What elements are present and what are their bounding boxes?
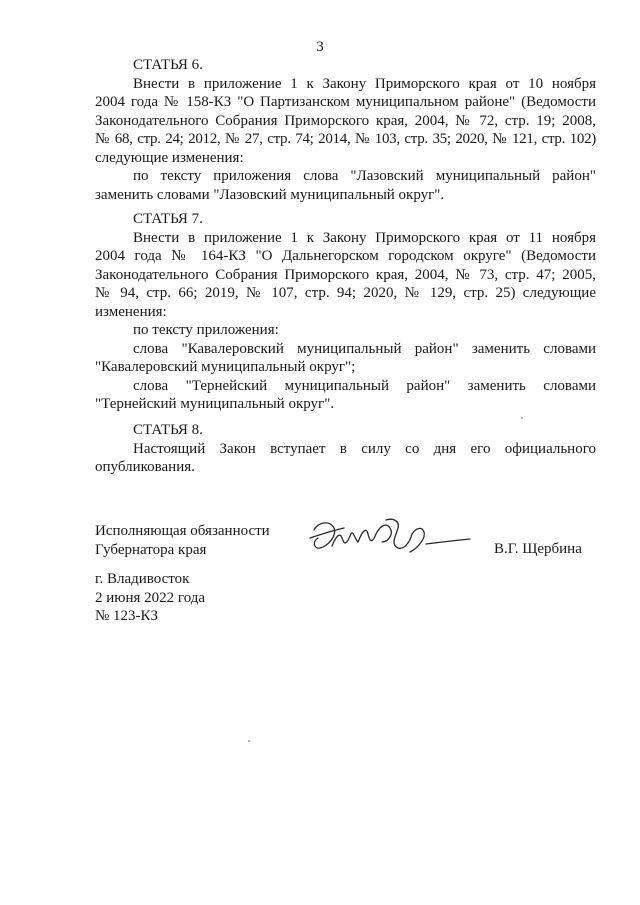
article-6-item-line-1: по тексту приложения слова "Лазовский муниципальный район" — [133, 168, 596, 184]
article-7-paragraph — [95, 229, 596, 322]
article-7-line-1: Внести в приложение 1 к Закону Приморского края от 11 ноября — [133, 229, 596, 246]
article-7 — [95, 210, 596, 414]
article-7-line-5: изменения: — [95, 303, 167, 320]
scan-speck — [248, 740, 250, 742]
article-6-line-1: Внести в приложение 1 к Закону Приморского края от 10 ноября — [133, 75, 596, 92]
article-6-heading: СТАТЬЯ 6. — [133, 57, 203, 73]
article-7-item-2 — [95, 377, 596, 414]
page-number: 3 — [316, 39, 324, 55]
article-8-paragraph — [95, 440, 596, 477]
article-6-line-3: Законодательного Собрания Приморского края, 2004, № 72, стр. 19; 2008, — [95, 112, 596, 129]
article-8-line-1: Настоящий Закон вступает в силу со дня его официального — [133, 440, 596, 457]
signatory-title-line-1: Исполняющая обязанности — [95, 523, 270, 539]
article-6 — [95, 56, 596, 204]
scan-speck — [521, 417, 523, 419]
article-8 — [95, 421, 596, 477]
article-7-item-1-line-1: слова "Кавалеровский муниципальный район" заменить словами — [133, 340, 596, 357]
signatory-name: В.Г. Щербина — [494, 541, 582, 557]
article-7-item-1-line-2: "Кавалеровский муниципальный округ"; — [95, 359, 356, 375]
article-6-line-5: следующие изменения: — [95, 149, 244, 166]
article-7-item-2-line-2: "Тернейский муниципальный округ". — [95, 396, 335, 412]
law-number: № 123-КЗ — [95, 608, 159, 624]
article-6-line-2: 2004 года № 158-КЗ "О Партизанском муниципальном районе" (Ведомости — [95, 94, 596, 110]
handwritten-signature — [300, 508, 480, 564]
article-6-item-line-2: заменить словами "Лазовский муниципальный округ". — [95, 186, 445, 203]
signatory-title-line-2: Губернатора края — [95, 541, 207, 558]
article-7-item-1 — [95, 340, 596, 377]
article-7-intro: по тексту приложения: — [133, 322, 279, 338]
article-8-heading: СТАТЬЯ 8. — [133, 422, 203, 438]
article-7-line-4: № 94, стр. 66; 2019, № 107, стр. 94; 2020, № 129, стр. 25) следующие — [95, 285, 596, 301]
article-6-item — [95, 167, 596, 204]
signatory-title — [95, 522, 270, 559]
signing-date: 2 июня 2022 года — [95, 589, 206, 606]
article-6-line-4: № 68, стр. 24; 2012, № 27, стр. 74; 2014, № 103, стр. 35; 2020, № 121, стр. 102) — [95, 131, 596, 147]
article-8-line-2: опубликования. — [95, 459, 195, 475]
article-7-line-2: 2004 года № 164-КЗ "О Дальнегорском городском округе" (Ведомости — [95, 248, 596, 264]
place-date-block — [95, 570, 205, 626]
article-7-line-3: Законодательного Собрания Приморского края, 2004, № 73, стр. 47; 2005, — [95, 266, 596, 283]
article-6-paragraph — [95, 75, 596, 168]
article-7-item-2-line-1: слова "Тернейский муниципальный район" заменить словами — [133, 377, 596, 394]
city: г. Владивосток — [95, 571, 190, 587]
article-7-heading: СТАТЬЯ 7. — [133, 211, 203, 227]
